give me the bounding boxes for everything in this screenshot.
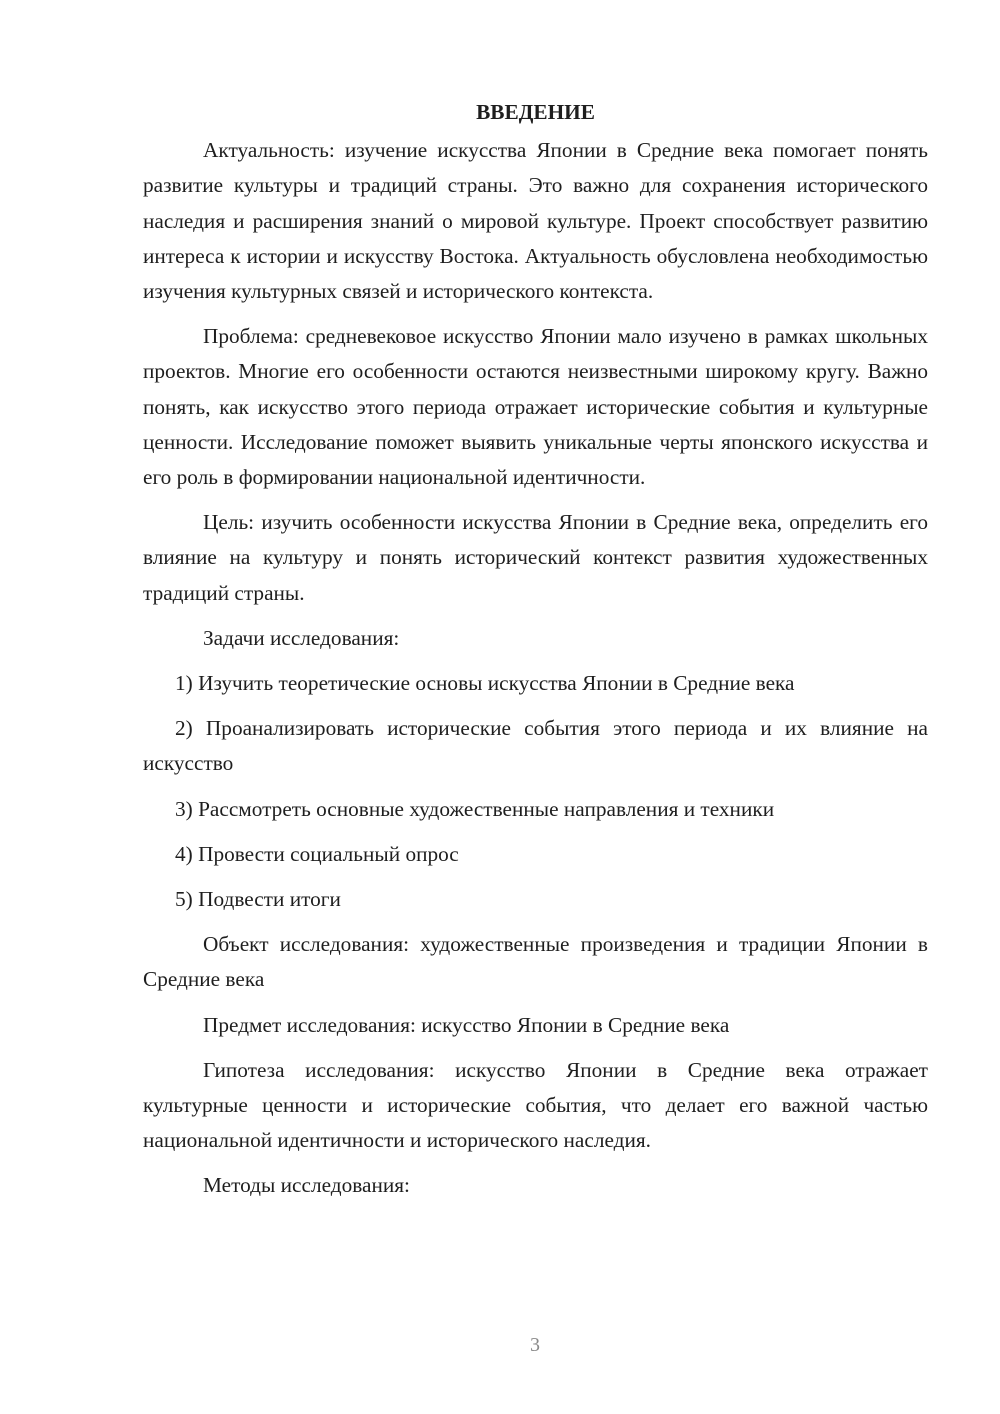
tasks-heading: Задачи исследования: [203, 625, 400, 650]
problem-paragraph: Проблема: средневековое искусство Японии мало изучено в рамках школьных проектов. Многие его особенности остаются неизвестными широкому кругу. Важно понять, как искусство этого периода отражает исторические события и культурные ценности. Исследование поможет выявить уникальные черты японского искусства и его роль в формировании национальной идентичности. [143, 324, 928, 490]
goal-paragraph: Цель: изучить особенности искусства Японии в Средние века, определить его влияние на культуру и понять исторический контекст развития художественных традиций страны. [143, 510, 928, 605]
task-item: 4) Провести социальный опрос [175, 841, 459, 866]
hypothesis-paragraph: Гипотеза исследования: искусство Японии в Средние века отражает культурные ценности и исторические события, что делает его важной частью национальной идентичности и исторического наследия. [143, 1057, 928, 1153]
section-title: ВВЕДЕНИЕ [476, 100, 595, 124]
subject-paragraph: Предмет исследования: искусство Японии в Средние века [203, 1012, 730, 1037]
page-body [143, 95, 928, 1214]
task-item: 5) Подвести итоги [175, 887, 341, 912]
task-item: 1) Изучить теоретические основы искусства Японии в Средние века [175, 671, 795, 696]
relevance-paragraph: Актуальность: изучение искусства Японии в Средние века помогает понять развитие культуры и традиций страны. Это важно для сохранения исторического наследия и расширения знаний о мировой культуре. Проект способствует развитию интереса к истории и искусству Востока. Актуальность обусловлена необходимостью изучения культурных связей и исторического контекста. [143, 138, 928, 304]
task-item: 2) Проанализировать исторические события этого периода и их влияние на искусство [143, 716, 928, 776]
object-paragraph: Объект исследования: художественные произведения и традиции Японии в Средние века [143, 932, 928, 992]
page-number: 3 [530, 1334, 540, 1356]
methods-heading: Методы исследования: [203, 1173, 410, 1198]
task-item: 3) Рассмотреть основные художественные направления и техники [175, 796, 775, 821]
